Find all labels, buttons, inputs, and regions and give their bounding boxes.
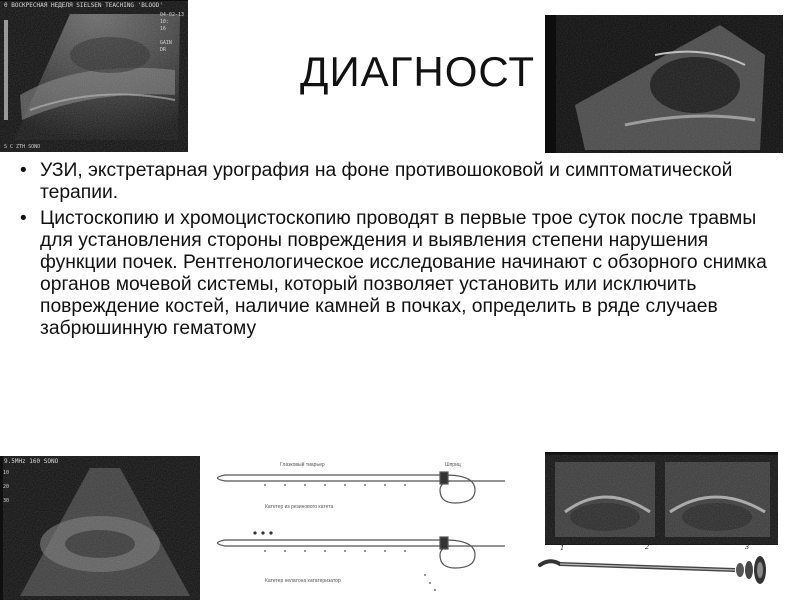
catheter-label-2: 2 (645, 542, 649, 551)
ultrasound-scan-kidney-2 (0, 456, 200, 600)
ultrasound-scan-bladder (545, 15, 783, 153)
bullet-dot: • (20, 208, 27, 229)
metal-catheter-illustration (535, 540, 775, 600)
catheter-label-1: 1 (560, 543, 564, 552)
ultrasound-side-readout: 04-02-13 10: 16 GAIN DR (159, 12, 184, 53)
ultrasound-image-top-right (545, 15, 783, 153)
diagram-caption-2: Катетер нелатона кататеризатор (265, 578, 341, 584)
bullet-list (18, 160, 778, 344)
catheter-diagram (205, 455, 515, 600)
ultrasound-header-text: 0 ВОСКРЕСНАЯ НЕДЕЛЯ SIELSEN TEACHING 'BLOOD' (4, 2, 163, 9)
bullet-item (18, 208, 778, 340)
ultrasound-header-text: 9.5MHz 160 SONO (4, 458, 59, 465)
ultrasound-image-bottom-left (0, 456, 200, 600)
slide-title: ДИАГНОСТ (300, 48, 535, 95)
bullet-text: Цистоскопию и хромоцистоскопию проводят в первые трое суток после травмы для установления стороны повреждения и выявления степени нарушения функции почек. Рентгенологическое исследование начинают с обзорного снимка органов мочевой системы, который позволяет установить или исключить повреждение костей, наличие камней в почках, определить в ряде случаев забрюшинную гематому (40, 208, 767, 339)
bullet-text: УЗИ, экстретарная урография на фоне противошоковой и симптоматической терапии. (40, 160, 733, 203)
diagram-label-top-1: Глазковый тиарьер (280, 462, 325, 468)
bullet-item (18, 160, 778, 204)
ultrasound-depth-scale: 10 20 30 (3, 470, 10, 504)
ultrasound-image-bottom-right (545, 452, 778, 545)
diagram-label-top-2: Шприц (445, 462, 461, 468)
ultrasound-footer-text: S C ZTH SONO (4, 144, 41, 150)
ultrasound-image-top-left (0, 0, 188, 152)
ultrasound-scan-dual (545, 452, 778, 545)
catheter-label-3: 3 (745, 542, 749, 551)
diagram-caption-1: Катетер из резинового катета (265, 504, 334, 510)
bullet-dot: • (20, 160, 27, 181)
